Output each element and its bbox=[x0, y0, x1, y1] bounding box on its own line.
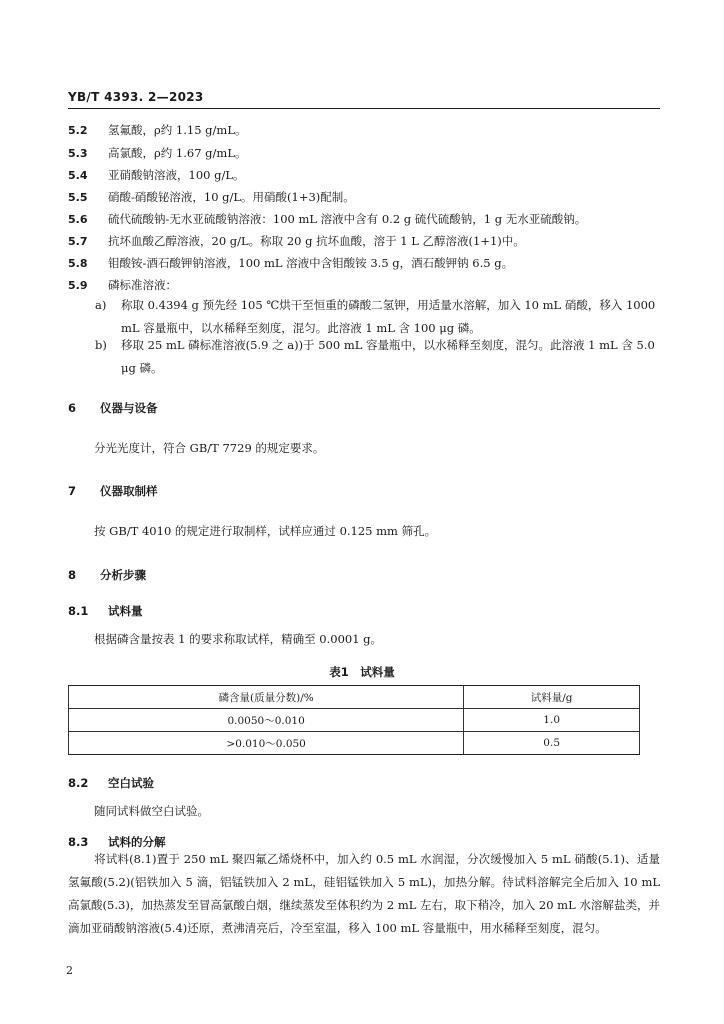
item-5-2 bbox=[68, 122, 246, 139]
section-8-1-heading bbox=[68, 603, 143, 619]
table-cell: 0.5 bbox=[464, 732, 640, 755]
table-cell: 1.0 bbox=[464, 709, 640, 732]
sub-item-b bbox=[95, 334, 655, 380]
table-header-cell: 试料量/g bbox=[464, 686, 640, 709]
section-8-2-text: 随同试料做空白试验。 bbox=[94, 804, 209, 818]
item-5-7 bbox=[68, 233, 525, 250]
section-7-heading bbox=[68, 483, 158, 499]
item-5-5 bbox=[68, 189, 355, 206]
sub-item-text: 移取 25 mL 磷标准溶液(5.9 之 a))于 500 mL 容量瓶中，以水稀释至刻度，混匀。此溶液 1 mL 含 5.0 μg 磷。 bbox=[121, 338, 655, 375]
section-title: 试料量 bbox=[108, 604, 143, 618]
page-number: 2 bbox=[66, 964, 73, 977]
item-number: 5.6 bbox=[68, 213, 88, 226]
section-6-text: 分光光度计，符合 GB/T 7729 的规定要求。 bbox=[94, 441, 325, 455]
item-text: 磷标准溶液： bbox=[108, 278, 177, 292]
standard-code: YB/T 4393. 2—2023 bbox=[68, 90, 204, 104]
paragraph-body: 将试料(8.1)置于 250 mL 聚四氟乙烯烧杯中，加入约 0.5 mL 水润湿，分次缓慢加入 5 mL 硝酸(5.1)、适量氢氟酸(5.2)(铝铁加入 5 滴，铝锰铁加入 2 mL，硅铝锰铁加入 5 mL)，加热分解。待试料溶解完全后加入 10 mL 高氯酸(5.3)，加热蒸发至冒高氯酸白烟，继续蒸发至体积约为 2 mL 左右，取下稍冷，加入 20 mL 水溶解盐类，并滴加亚硝酸钠溶液(5.4)还原，煮沸清亮后，冷至室温，移入 100 mL 容量瓶中，用水稀释至刻度，混匀。 bbox=[68, 852, 660, 935]
item-text: 硫代硫酸钠-无水亚硫酸钠溶液：100 mL 溶液中含有 0.2 g 硫代硫酸钠，1 g 无水亚硫酸钠。 bbox=[108, 212, 587, 226]
sub-item-label: b) bbox=[95, 338, 107, 352]
header-rule bbox=[68, 108, 660, 109]
table-header-row bbox=[69, 686, 640, 709]
section-title: 试料的分解 bbox=[108, 835, 166, 849]
item-number: 5.7 bbox=[68, 235, 88, 248]
sample-mass-table bbox=[68, 685, 640, 755]
table-caption: 表1 试料量 bbox=[329, 665, 395, 679]
table-cell: >0.010～0.050 bbox=[69, 732, 464, 755]
sub-item-text: 称取 0.4394 g 预先经 105 ℃烘干至恒重的磷酸二氢钾，用适量水溶解，加入 10 mL 硝酸，移入 1000 mL 容量瓶中，以水稀释至刻度，混匀。此溶液 1 mL 含 100 μg 磷。 bbox=[121, 298, 656, 335]
section-number: 8.1 bbox=[68, 604, 89, 618]
item-number: 5.9 bbox=[68, 279, 88, 292]
item-5-9 bbox=[68, 277, 177, 294]
item-text: 硝酸-硝酸铋溶液，10 g/L。用硝酸(1+3)配制。 bbox=[108, 190, 355, 204]
item-number: 5.2 bbox=[68, 124, 88, 137]
section-title: 分析步骤 bbox=[100, 568, 146, 582]
item-5-8 bbox=[68, 255, 513, 272]
section-number: 8.2 bbox=[68, 776, 89, 790]
item-5-6 bbox=[68, 211, 586, 228]
table-header-cell: 磷含量(质量分数)/% bbox=[69, 686, 464, 709]
item-5-3 bbox=[68, 145, 246, 162]
section-number: 7 bbox=[68, 484, 77, 498]
item-text: 亚硝酸钠溶液，100 g/L。 bbox=[108, 168, 245, 182]
item-text: 氢氟酸，ρ约 1.15 g/mL。 bbox=[108, 123, 247, 137]
section-6-heading bbox=[68, 400, 158, 416]
item-text: 抗坏血酸乙醇溶液，20 g/L。称取 20 g 抗坏血酸，溶于 1 L 乙醇溶液(1+1)中。 bbox=[108, 234, 525, 248]
item-text: 高氯酸，ρ约 1.67 g/mL。 bbox=[108, 146, 247, 160]
section-8-3-text bbox=[68, 848, 660, 940]
table-cell: 0.0050～0.010 bbox=[69, 709, 464, 732]
item-number: 5.8 bbox=[68, 257, 88, 270]
section-8-1-text: 根据磷含量按表 1 的要求称取试样，精确至 0.0001 g。 bbox=[94, 632, 383, 646]
item-5-4 bbox=[68, 167, 244, 184]
section-number: 8 bbox=[68, 568, 77, 582]
section-8-heading bbox=[68, 567, 146, 583]
section-title: 仪器取制样 bbox=[100, 484, 158, 498]
section-title: 仪器与设备 bbox=[100, 401, 158, 415]
section-8-2-heading bbox=[68, 775, 154, 791]
sub-item-label: a) bbox=[95, 298, 107, 312]
item-text: 钼酸铵-酒石酸钾钠溶液，100 mL 溶液中含钼酸铵 3.5 g，酒石酸钾钠 6.5 g。 bbox=[108, 256, 514, 270]
section-7-text: 按 GB/T 4010 的规定进行取制样，试样应通过 0.125 mm 筛孔。 bbox=[94, 524, 437, 538]
table-row bbox=[69, 732, 640, 755]
section-number: 6 bbox=[68, 401, 77, 415]
section-title: 空白试验 bbox=[108, 776, 154, 790]
item-number: 5.4 bbox=[68, 169, 88, 182]
item-number: 5.3 bbox=[68, 147, 88, 160]
table-row bbox=[69, 709, 640, 732]
section-number: 8.3 bbox=[68, 835, 89, 849]
item-number: 5.5 bbox=[68, 191, 88, 204]
